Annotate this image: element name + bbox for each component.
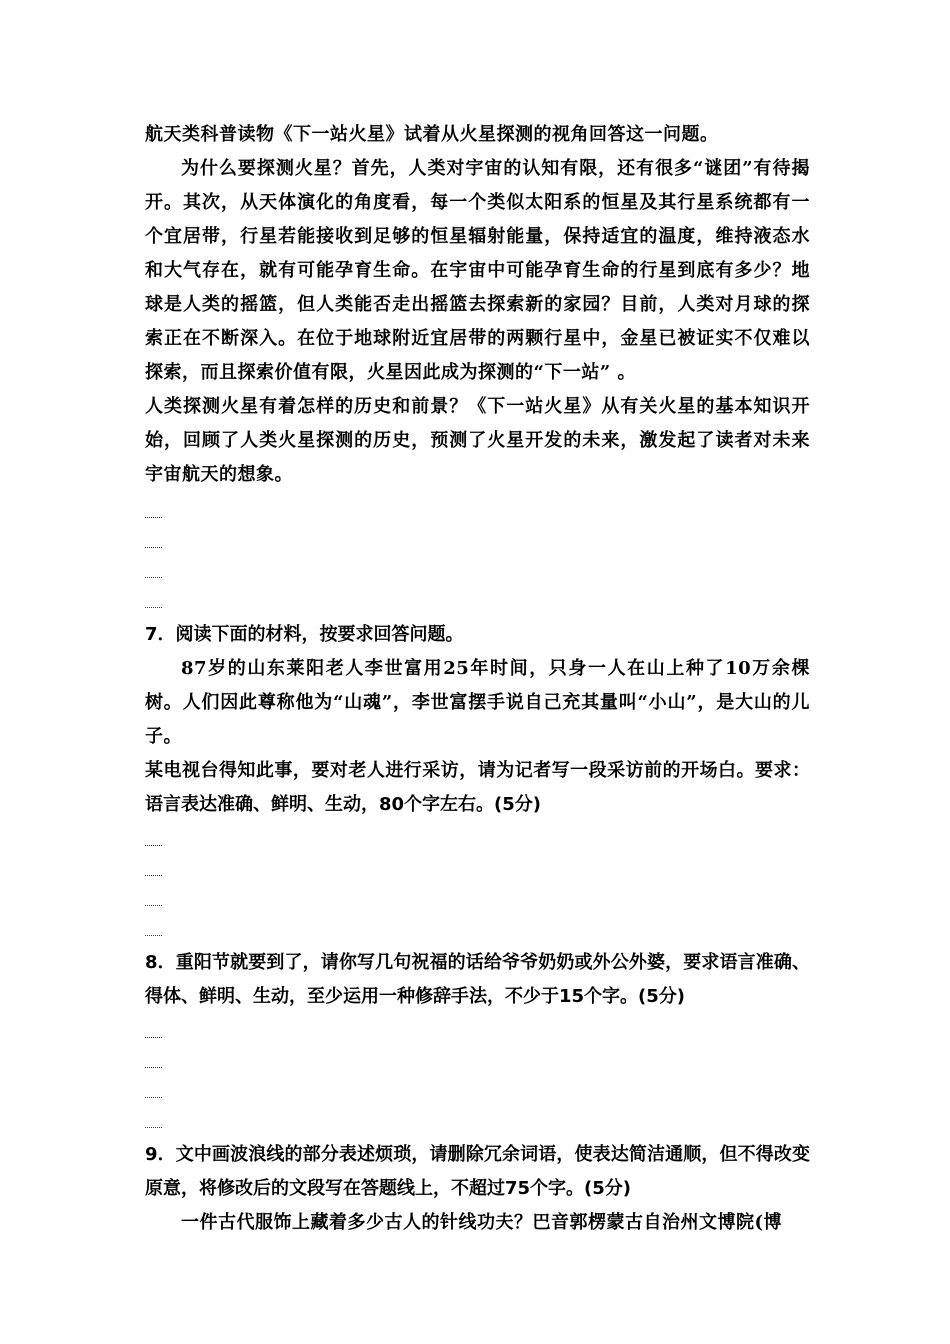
answer-line[interactable] bbox=[145, 496, 810, 526]
answer-line[interactable] bbox=[145, 854, 810, 884]
answer-lines-q7 bbox=[145, 824, 810, 944]
answer-line[interactable] bbox=[145, 586, 810, 616]
answer-line[interactable] bbox=[145, 1016, 810, 1046]
question-9-prompt: 9．文中画波浪线的部分表述烦琐，请删除冗余词语，使表达简洁通顺，但不得改变原意，将修改后的文段写在答题线上，不超过75个字。(5分) bbox=[145, 1144, 810, 1199]
passage-paragraph: 为什么要探测火星？首先，人类对宇宙的认知有限，还有很多“谜团”有待揭开。其次，从天体演化的角度看，每一个类似太阳系的恒星及其行星系统都有一个宜居带，行星若能接收到足够的恒星辐射能量，保持适宜的温度，维持液态水和大气存在，就有可能孕育生命。在宇宙中可能孕育生命的行星到底有多少？地球是人类的摇篮，但人类能否走出摇篮去探索新的家园？目前，人类对月球的探索正在不断深入。在位于地球附近宜居带的两颗行星中，金星已被证实不仅难以探索，而且探索价值有限，火星因此成为探测的“下一站” 。 bbox=[145, 158, 810, 383]
answer-line[interactable] bbox=[145, 1076, 810, 1106]
answer-line[interactable] bbox=[145, 884, 810, 914]
answer-line[interactable] bbox=[145, 526, 810, 556]
answer-line[interactable] bbox=[145, 556, 810, 586]
question-7-title: 7．阅读下面的材料，按要求回答问题。 bbox=[145, 624, 464, 645]
answer-line[interactable] bbox=[145, 824, 810, 854]
question-7-material: 87岁的山东莱阳老人李世富用25年时间，只身一人在山上种了10万余棵树。人们因此尊称他为“山魂”，李世富摆手说自己充其量叫“小山”，是大山的儿子。 bbox=[145, 658, 810, 747]
answer-line[interactable] bbox=[145, 1046, 810, 1076]
question-7-prompt: 某电视台得知此事，要对老人进行采访，请为记者写一段采访前的开场白。要求：语言表达准确、鲜明、生动，80个字左右。(5分) bbox=[145, 760, 810, 815]
passage-intro-line: 航天类科普读物《下一站火星》试着从火星探测的视角回答这一问题。 bbox=[145, 124, 719, 145]
passage-paragraph-2: 人类探测火星有着怎样的历史和前景？《下一站火星》从有关火星的基本知识开始，回顾了人类火星探测的历史，预测了火星开发的未来，激发起了读者对未来宇宙航天的想象。 bbox=[145, 396, 810, 485]
document-page bbox=[145, 118, 810, 1240]
answer-line[interactable] bbox=[145, 1106, 810, 1136]
answer-line[interactable] bbox=[145, 914, 810, 944]
answer-lines-q8 bbox=[145, 1016, 810, 1136]
question-8-prompt: 8．重阳节就要到了，请你写几句祝福的话给爷爷奶奶或外公外婆，要求语言准确、得体、鲜明、生动，至少运用一种修辞手法，不少于15个字。(5分) bbox=[145, 952, 810, 1007]
answer-lines-q6 bbox=[145, 496, 810, 616]
question-9-passage: 一件古代服饰上藏着多少古人的针线功夫？巴音郭楞蒙古自治州文博院(博 bbox=[181, 1212, 783, 1233]
